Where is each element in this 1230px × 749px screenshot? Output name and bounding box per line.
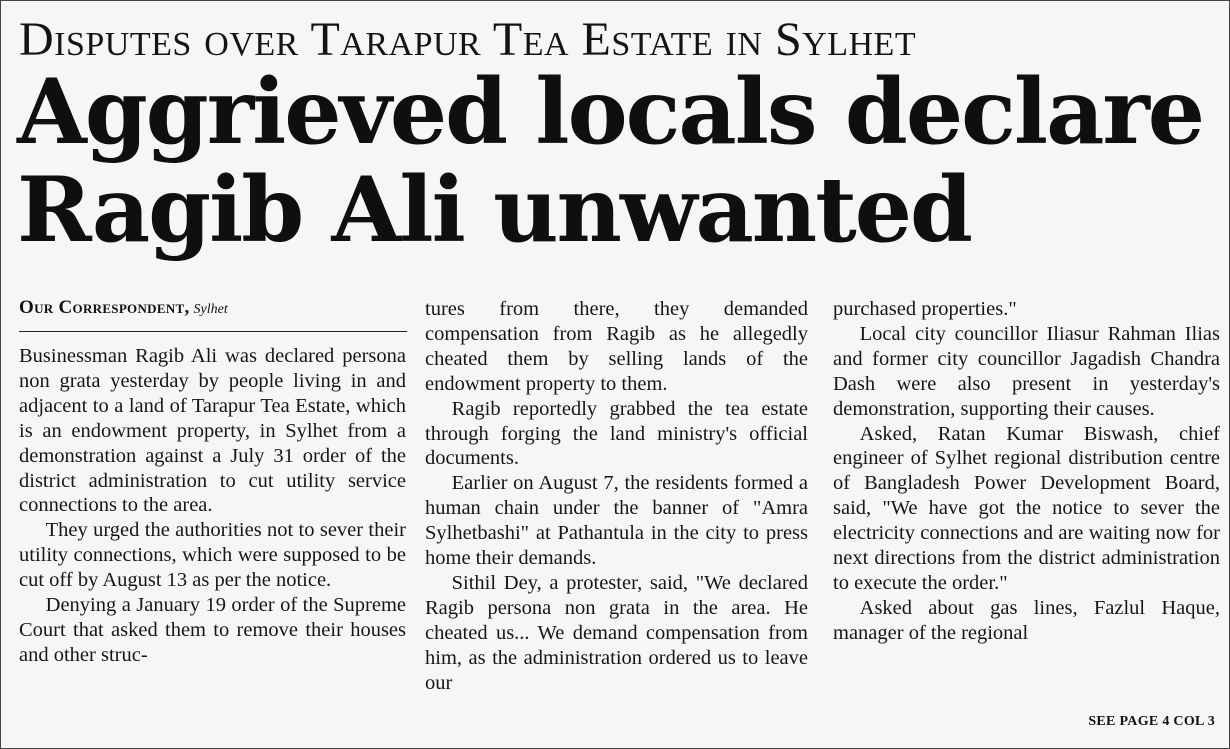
byline-correspondent: Our Correspondent, (19, 297, 190, 318)
article-column-2 (425, 297, 808, 696)
kicker-headline: Disputes over Tarapur Tea Estate in Sylhet (19, 13, 917, 66)
paragraph: They urged the authorities not to sever their utility connections, which were supposed to be cut off by August 13 as per the notice. (19, 519, 406, 592)
byline (19, 297, 407, 332)
paragraph: Ragib reportedly grabbed the tea estate through forging the land ministry's official documents. (425, 397, 808, 470)
paragraph: Denying a January 19 order of the Supreme Court that asked them to remove their houses and other struc- (19, 594, 406, 666)
main-headline: Aggrieved locals declare Ragib Ali unwanted (17, 59, 1204, 263)
paragraph: Sithil Dey, a protester, said, "We declared Ragib persona non grata in the area. He cheated us... We demand compensation from him, as the administration ordered us to leave our (425, 571, 808, 694)
continuation-note: SEE PAGE 4 COL 3 (1088, 714, 1215, 729)
article-column-1 (19, 344, 406, 668)
paragraph: Asked about gas lines, Fazlul Haque, manager of the regional (833, 596, 1220, 644)
paragraph: Businessman Ragib Ali was declared persona non grata yesterday by people living in and adjacent to a land of Tarapur Tea Estate, which is an endowment property, in Sylhet from a demonstration against a July 31 order of the district administration to cut utility service connections to the area. (19, 345, 406, 517)
paragraph: Asked, Ratan Kumar Biswash, chief engineer of Sylhet regional distribution centre of Bangladesh Power Development Board, said, "We have got the notice to sever the electricity connections and are waiting now for next directions from the district administration to execute the order." (833, 422, 1220, 594)
paragraph: Local city councillor Iliasur Rahman Ilias and former city councillor Jagadish Chandra Dash were also present in yesterday's demonstration, supporting their causes. (833, 322, 1220, 420)
article-column-3 (833, 297, 1220, 646)
byline-location: Sylhet (193, 302, 228, 317)
paragraph: purchased properties." (833, 298, 1017, 320)
paragraph: Earlier on August 7, the residents formed a human chain under the banner of "Amra Sylhetbashi" at Pathantula in the city to press home their demands. (425, 472, 808, 570)
paragraph: tures from there, they demanded compensation from Ragib as he allegedly cheated them by selling lands of the endowment property to them. (425, 298, 808, 395)
